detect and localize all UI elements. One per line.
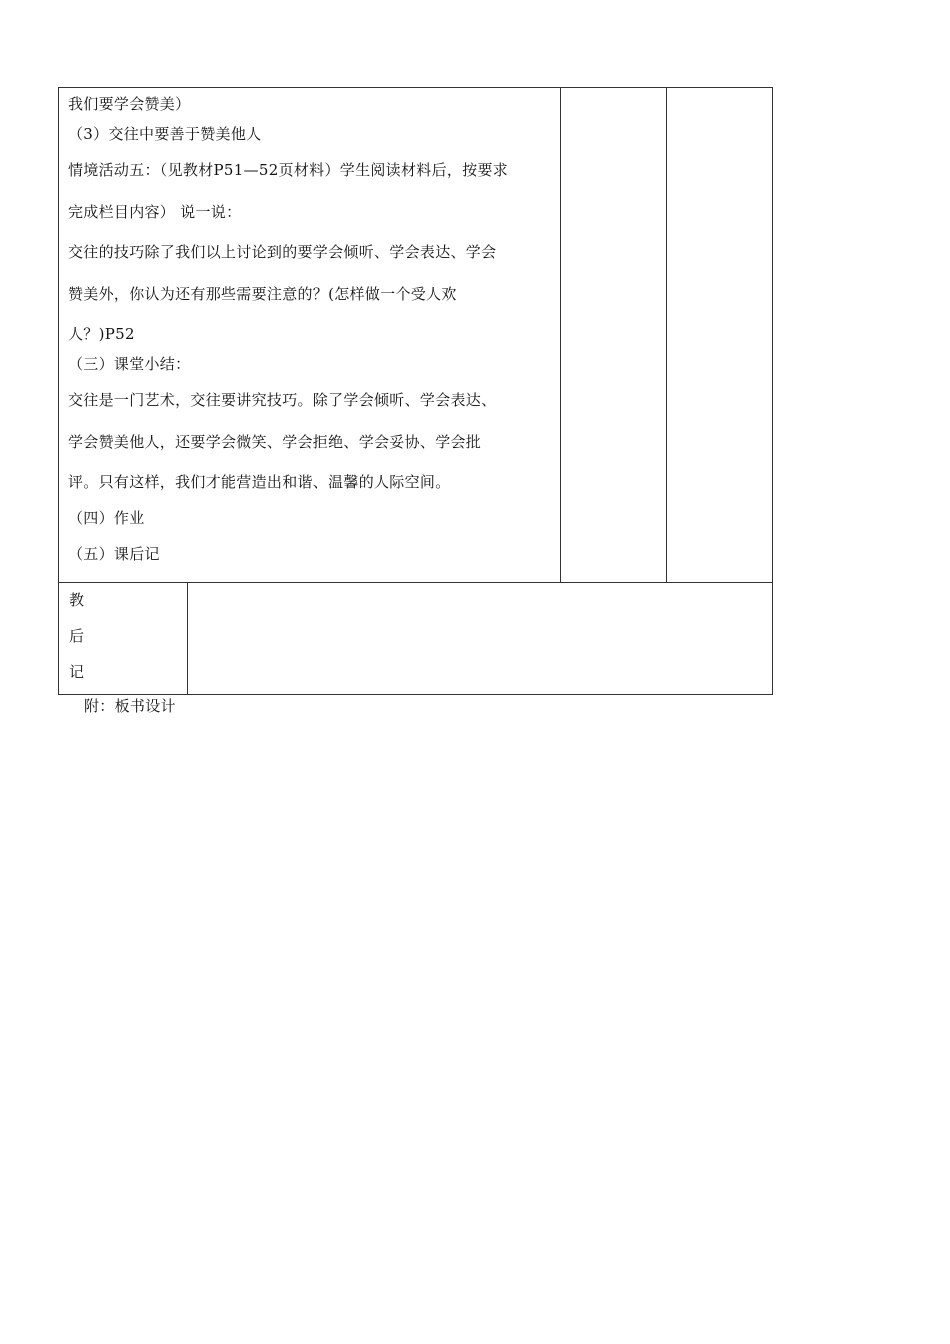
text-line: 学会赞美他人，还要学会微笑、学会拒绝、学会妥协、学会批 bbox=[68, 433, 482, 451]
label-char: 教 bbox=[69, 591, 85, 609]
text-line: 赞美外，你认为还有那些需要注意的？(怎样做一个受人欢 bbox=[68, 285, 457, 303]
label-char: 后 bbox=[69, 627, 85, 645]
post-lesson-table bbox=[58, 582, 773, 695]
text-line: 交往是一门艺术，交往要讲究技巧。除了学会倾听、学会表达、 bbox=[68, 391, 497, 409]
text-line: 人？)P52 bbox=[68, 325, 135, 343]
teaching-process-cell bbox=[59, 88, 561, 583]
post-lesson-label bbox=[59, 583, 187, 694]
post-lesson-content-cell bbox=[188, 583, 773, 695]
text-line: （五）课后记 bbox=[68, 545, 160, 563]
lesson-plan-table bbox=[58, 87, 773, 583]
post-lesson-row bbox=[59, 583, 773, 695]
text-line: （三）课堂小结： bbox=[68, 355, 191, 373]
text-line: 交往的技巧除了我们以上讨论到的要学会倾听、学会表达、学会 bbox=[68, 243, 497, 261]
content-row bbox=[59, 88, 773, 583]
text-line: 我们要学会赞美） bbox=[68, 95, 191, 113]
text-line: （四）作业 bbox=[68, 509, 145, 527]
text-line: （3）交往中要善于赞美他人 bbox=[68, 125, 262, 143]
side-column-b bbox=[667, 88, 773, 583]
side-column-a bbox=[561, 88, 667, 583]
text-line: 情境活动五：（见教材P51—52页材料）学生阅读材料后，按要求 bbox=[68, 161, 509, 179]
board-design-note: 附：板书设计 bbox=[84, 697, 176, 715]
teaching-process-text bbox=[59, 88, 560, 570]
label-char: 记 bbox=[69, 663, 85, 681]
post-lesson-label-cell bbox=[59, 583, 188, 695]
text-line: 评。只有这样，我们才能营造出和谐、温馨的人际空间。 bbox=[68, 473, 451, 491]
text-line: 完成栏目内容） 说一说： bbox=[68, 203, 242, 221]
